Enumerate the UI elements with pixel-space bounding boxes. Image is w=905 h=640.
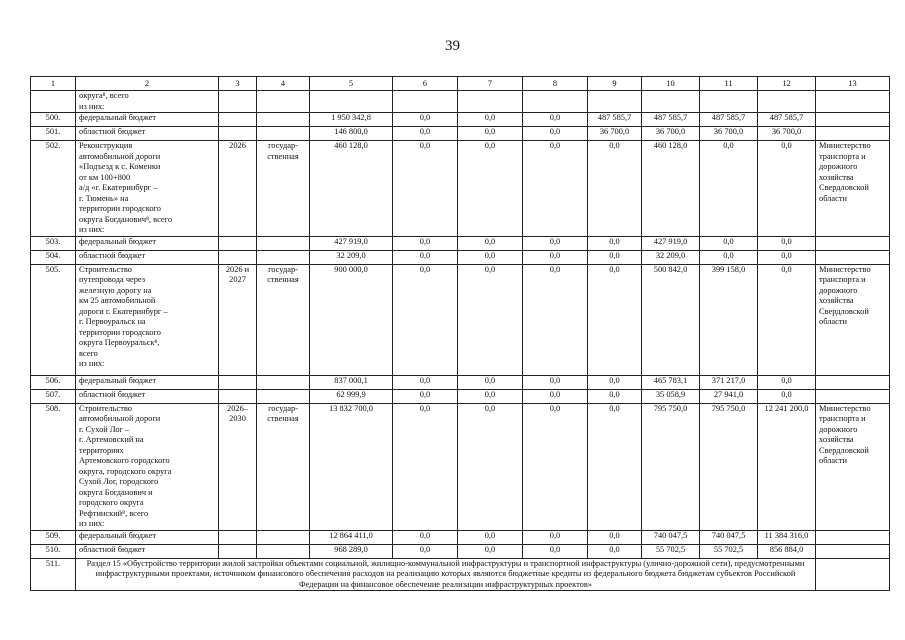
row-value-12: 0,0 [758, 389, 816, 403]
row-value-8: 0,0 [523, 389, 588, 403]
row-value-11: 487 585,7 [700, 113, 758, 127]
header-cell: 13 [816, 77, 890, 91]
row-value-10: 55 702,5 [642, 544, 700, 558]
row-responsible [816, 544, 890, 558]
row-value-10: 465 783,1 [642, 375, 700, 389]
row-type: государ- ственная [257, 264, 310, 375]
row-responsible [816, 113, 890, 127]
row-number: 507. [31, 389, 76, 403]
row-value-10: 500 842,0 [642, 264, 700, 375]
row-value-12: 12 241 200,0 [758, 403, 816, 530]
table-row [31, 141, 890, 237]
row-value-8: 0,0 [523, 236, 588, 250]
row-name: областной бюджет [76, 127, 219, 141]
row-number: 505. [31, 264, 76, 375]
continuation-row [31, 91, 890, 113]
row-responsible [816, 127, 890, 141]
row-value-6: 0,0 [393, 264, 458, 375]
row-value-6: 0,0 [393, 236, 458, 250]
row-year [219, 544, 257, 558]
row-value-8: 0,0 [523, 141, 588, 237]
row-type [257, 113, 310, 127]
row-name: областной бюджет [76, 544, 219, 558]
row-value-5: 900 000,0 [310, 264, 393, 375]
row-value-8: 0,0 [523, 250, 588, 264]
row-value-12: 36 700,0 [758, 127, 816, 141]
table-body [31, 77, 890, 591]
row-type [257, 530, 310, 544]
row-value-8: 0,0 [523, 127, 588, 141]
row-responsible [816, 530, 890, 544]
row-number: 511. [31, 558, 76, 591]
row-year [219, 250, 257, 264]
row-name: федеральный бюджет [76, 530, 219, 544]
row-value-5: 427 919,0 [310, 236, 393, 250]
header-cell: 1 [31, 77, 76, 91]
row-responsible: Министерство транспорта и дорожного хозяйства Свердловской области [816, 403, 890, 530]
row-value-6: 0,0 [393, 127, 458, 141]
row-number: 500. [31, 113, 76, 127]
row-value-8: 0,0 [523, 530, 588, 544]
row-responsible [816, 375, 890, 389]
row-value-9: 0,0 [588, 375, 642, 389]
row-value-7: 0,0 [458, 250, 523, 264]
row-name: областной бюджет [76, 389, 219, 403]
row-value-9: 0,0 [588, 530, 642, 544]
row-value-7: 0,0 [458, 264, 523, 375]
row-value-5: 460 128,0 [310, 141, 393, 237]
row-value-12: 856 884,0 [758, 544, 816, 558]
row-year: 2026 и 2027 [219, 264, 257, 375]
row-value-8: 0,0 [523, 544, 588, 558]
section-title: Раздел 15 «Обустройство территории жилой застройки объектами социальной, жилищно-коммунальной инфраструктуры и транспортной инфраструктуры (улично-дорожной сети), предусмотренными инфраструктурными проектами, источником финансового обеспечения расходов на реализацию которых являются бюджетные кредиты из федерального бюджета бюджетам субъектов Российской Федерации на финансовое обеспечение реализации инфраструктурных проектов» [76, 558, 816, 591]
row-number: 509. [31, 530, 76, 544]
row-value-11: 399 158,0 [700, 264, 758, 375]
row-year [219, 375, 257, 389]
row-name: областной бюджет [76, 250, 219, 264]
row-value-6: 0,0 [393, 250, 458, 264]
row-value-12: 0,0 [758, 250, 816, 264]
row-value-8: 0,0 [523, 403, 588, 530]
row-year: 2026–2030 [219, 403, 257, 530]
row-value-6: 0,0 [393, 530, 458, 544]
row-value-5: 1 950 342,8 [310, 113, 393, 127]
row-number: 503. [31, 236, 76, 250]
row-value-9: 0,0 [588, 389, 642, 403]
row-number: 508. [31, 403, 76, 530]
row-value-11: 795 750,0 [700, 403, 758, 530]
header-cell: 2 [76, 77, 219, 91]
section-row [31, 558, 890, 591]
continuation-name: округа⁸, всего из них: [76, 91, 219, 113]
row-name: федеральный бюджет [76, 236, 219, 250]
row-value-7: 0,0 [458, 236, 523, 250]
row-value-5: 62 999,9 [310, 389, 393, 403]
row-value-8: 0,0 [523, 264, 588, 375]
row-value-7: 0,0 [458, 530, 523, 544]
budget-table [30, 76, 890, 591]
row-value-12: 0,0 [758, 236, 816, 250]
row-value-6: 0,0 [393, 389, 458, 403]
row-number: 510. [31, 544, 76, 558]
row-value-7: 0,0 [458, 113, 523, 127]
row-type: государ- ственная [257, 403, 310, 530]
table-row [31, 389, 890, 403]
row-year [219, 530, 257, 544]
header-cell: 11 [700, 77, 758, 91]
header-cell: 7 [458, 77, 523, 91]
row-year [219, 113, 257, 127]
row-value-11: 27 941,0 [700, 389, 758, 403]
row-value-7: 0,0 [458, 389, 523, 403]
row-number: 504. [31, 250, 76, 264]
row-type [257, 236, 310, 250]
row-number: 502. [31, 141, 76, 237]
row-value-9: 0,0 [588, 236, 642, 250]
header-cell: 12 [758, 77, 816, 91]
table-row [31, 544, 890, 558]
row-type [257, 127, 310, 141]
row-value-7: 0,0 [458, 141, 523, 237]
row-value-12: 0,0 [758, 375, 816, 389]
row-responsible: Министерство транспорта и дорожного хозяйства Свердловской области [816, 141, 890, 237]
row-value-11: 0,0 [700, 250, 758, 264]
row-value-9: 0,0 [588, 544, 642, 558]
table-row [31, 530, 890, 544]
row-value-10: 460 128,0 [642, 141, 700, 237]
row-value-7: 0,0 [458, 375, 523, 389]
row-year: 2026 [219, 141, 257, 237]
row-type [257, 250, 310, 264]
header-cell: 6 [393, 77, 458, 91]
row-type [257, 544, 310, 558]
row-value-7: 0,0 [458, 127, 523, 141]
row-value-12: 11 384 316,0 [758, 530, 816, 544]
table-row [31, 264, 890, 375]
row-type [257, 389, 310, 403]
row-name: Строительство автомобильной дороги г. Сухой Лог – г. Артемовский на территориях Артемовского городского округа, городского округа Сухой Лог, городского округа Богданович и городского округа Рефтинский⁸, всего из них: [76, 403, 219, 530]
row-value-12: 0,0 [758, 264, 816, 375]
table-row [31, 403, 890, 530]
row-number: 506. [31, 375, 76, 389]
row-value-5: 12 864 411,0 [310, 530, 393, 544]
header-cell: 8 [523, 77, 588, 91]
header-cell: 3 [219, 77, 257, 91]
row-type: государ- ственная [257, 141, 310, 237]
header-cell: 9 [588, 77, 642, 91]
table-row [31, 375, 890, 389]
row-value-11: 0,0 [700, 236, 758, 250]
row-number: 501. [31, 127, 76, 141]
header-cell: 10 [642, 77, 700, 91]
table-row [31, 113, 890, 127]
row-value-9: 0,0 [588, 264, 642, 375]
row-value-9: 0,0 [588, 403, 642, 530]
row-value-9: 0,0 [588, 141, 642, 237]
row-value-5: 968 289,0 [310, 544, 393, 558]
row-name: федеральный бюджет [76, 375, 219, 389]
row-value-10: 740 047,5 [642, 530, 700, 544]
row-value-7: 0,0 [458, 403, 523, 530]
row-value-6: 0,0 [393, 113, 458, 127]
table-row [31, 127, 890, 141]
row-value-5: 32 209,0 [310, 250, 393, 264]
row-responsible [816, 389, 890, 403]
row-responsible [816, 236, 890, 250]
row-value-10: 35 058,9 [642, 389, 700, 403]
row-responsible [816, 250, 890, 264]
row-value-6: 0,0 [393, 375, 458, 389]
row-value-11: 0,0 [700, 141, 758, 237]
page-number: 39 [445, 38, 460, 54]
row-value-8: 0,0 [523, 375, 588, 389]
row-value-7: 0,0 [458, 544, 523, 558]
row-responsible: Министерство транспорта и дорожного хозяйства Свердловской области [816, 264, 890, 375]
row-value-11: 740 047,5 [700, 530, 758, 544]
header-cell: 4 [257, 77, 310, 91]
row-value-5: 837 000,1 [310, 375, 393, 389]
row-value-5: 13 832 700,0 [310, 403, 393, 530]
row-value-5: 146 800,0 [310, 127, 393, 141]
row-value-10: 36 700,0 [642, 127, 700, 141]
row-year [219, 127, 257, 141]
row-value-9: 36 700,0 [588, 127, 642, 141]
row-value-10: 487 585,7 [642, 113, 700, 127]
row-value-11: 55 702,5 [700, 544, 758, 558]
row-value-10: 795 750,0 [642, 403, 700, 530]
row-value-6: 0,0 [393, 403, 458, 530]
row-value-10: 427 919,0 [642, 236, 700, 250]
row-value-11: 36 700,0 [700, 127, 758, 141]
row-value-6: 0,0 [393, 141, 458, 237]
row-type [257, 375, 310, 389]
table-row [31, 250, 890, 264]
header-row [31, 77, 890, 91]
row-value-8: 0,0 [523, 113, 588, 127]
table-row [31, 236, 890, 250]
row-value-12: 487 585,7 [758, 113, 816, 127]
row-value-10: 32 209,0 [642, 250, 700, 264]
row-value-6: 0,0 [393, 544, 458, 558]
row-year [219, 236, 257, 250]
row-name: федеральный бюджет [76, 113, 219, 127]
row-year [219, 389, 257, 403]
row-name: Строительство путепровода через железную дорогу на км 25 автомобильной дороги г. Екатеринбург – г. Первоуральск на территории городского округа Первоуральск⁸, всего из них: [76, 264, 219, 375]
row-value-9: 487 585,7 [588, 113, 642, 127]
header-cell: 5 [310, 77, 393, 91]
row-value-12: 0,0 [758, 141, 816, 237]
row-value-9: 0,0 [588, 250, 642, 264]
row-value-11: 371 217,0 [700, 375, 758, 389]
row-name: Реконструкция автомобильной дороги «Подъезд к с. Коменки от км 100+800 а/д «г. Екатеринбург – г. Тюмень» на территории городского округа Богданович⁸, всего из них: [76, 141, 219, 237]
